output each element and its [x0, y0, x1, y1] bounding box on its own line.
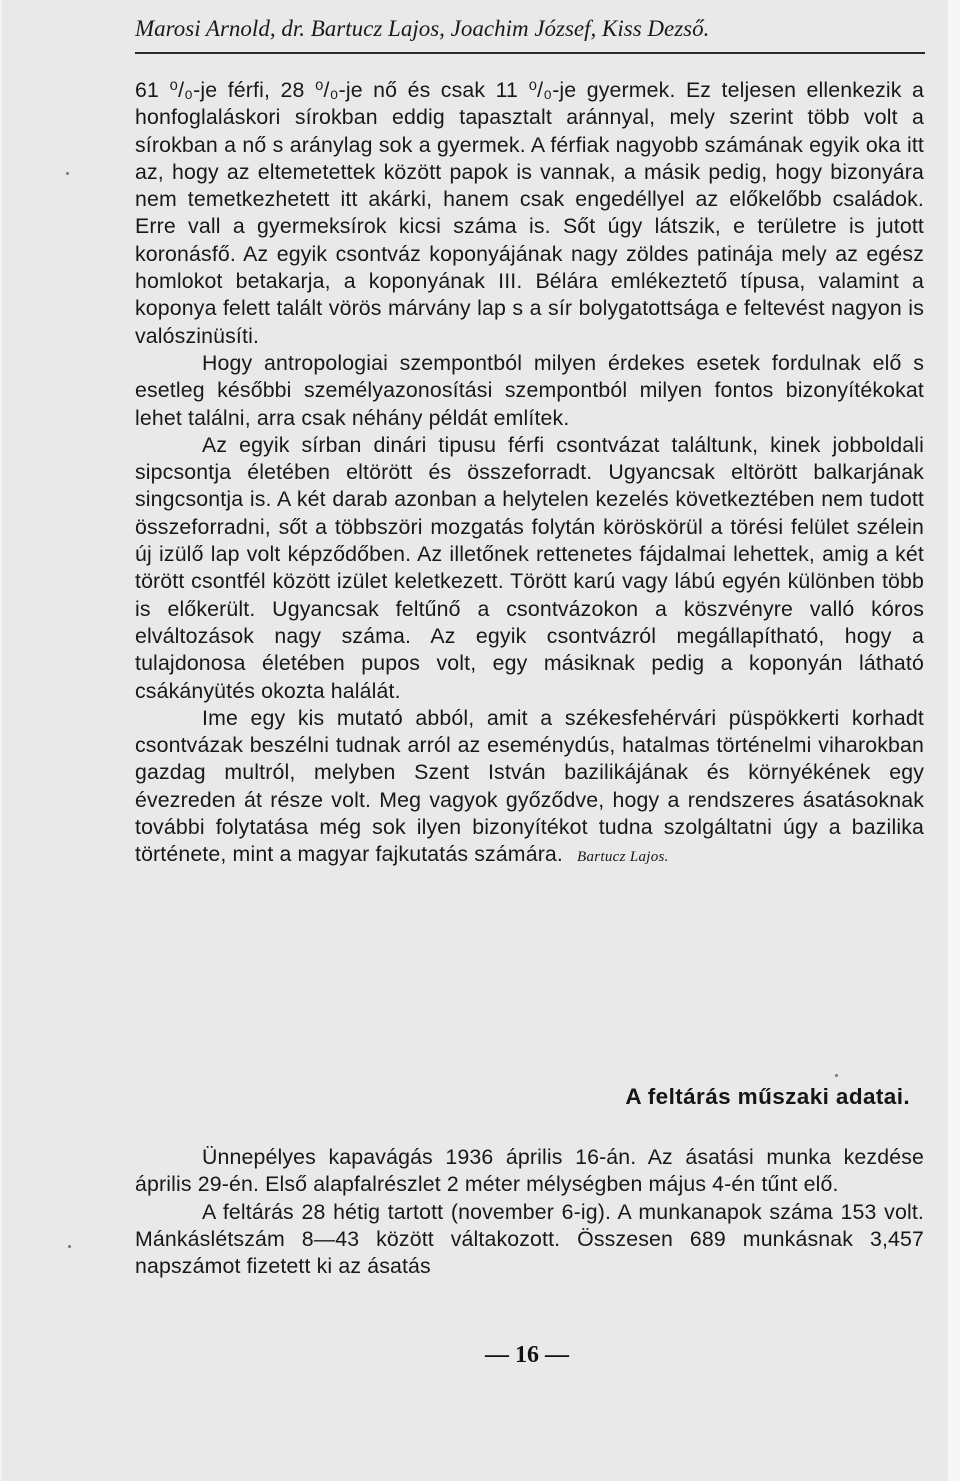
paragraph-conclusion-text: Ime egy kis mutató abból, amit a székesfehérvári püspökkerti korhadt csontvázak beszélni tudnak arról az eseménydús, hatalmas történelmi viharokban gazdag multról, melyben Szent István bazilikájának és környékének egy évezreden át része volt. Meg vagyok győződve, hogy a rendszeres ásatásoknak további folytatása még sok ilyen bizonyítékot tudna szolgáltatni úgy a bazilika története, mint a magyar fajkutatás számára. [135, 705, 924, 867]
paragraph-excavation-start: Ünnepélyes kapavágás 1936 április 16-án. Az ásatási munka kezdése április 29-én. Első alapfalrészlet 2 méter mélységben május 4-én tűnt elő. [135, 1145, 924, 1197]
scan-speck [66, 172, 69, 175]
scan-speck [68, 1245, 71, 1248]
running-head: Marosi Arnold, dr. Bartucz Lajos, Joachim József, Kiss Dezső. [135, 16, 710, 41]
paragraph-conclusion [135, 705, 924, 872]
technical-text [135, 1144, 924, 1280]
body-text [135, 77, 924, 872]
section-title: A feltárás műszaki adatai. [625, 1084, 910, 1109]
paragraph-anthropology: Hogy antropologiai szempontból milyen érdekes esetek fordulnak elő s esetleg későbbi személyazonosítási szempontból milyen fontos bizonyítékokat lehet találni, arra csak néhány példát említek. [135, 350, 924, 430]
paragraph-excavation-duration: A feltárás 28 hétig tartott (november 6-ig). A munkanapok száma 153 volt. Mánkáslétszám 8—43 között váltakozott. Összesen 689 munkásnak 3,457 napszámot fizetett ki az ásatás [135, 1199, 924, 1279]
header-rule [135, 52, 925, 54]
paragraph-statistics: 61 ⁰/₀-je férfi, 28 ⁰/₀-je nő és csak 11 ⁰/₀-je gyermek. Ez teljesen ellenkezik a honfoglaláskori sírokban eddig tapasztalt aránnyal, mely szerint több volt a sírokban a nő s aránylag sok a gyermek. A férfiak nagyobb számának egyik oka itt az, hogy az eltemetettek között papok is vannak, a másik pedig, hogy bizonyára nem temetkezhetett itt akárki, hanem csak engedéllyel az előkelőbb családok. Erre vall a gyermeksírok kicsi száma is. Sőt úgy látszik, e területre is jutott koronásfő. Az egyik csontváz koponyájának nagy zöldes patinája mely az egész homlokot betakarja, a koponyának III. Bélára emlékeztető típusa, valamint a koponya felett talált vörös márvány lap s a sír bolygatottsága e feltevést nagyon is valószinüsíti. [135, 78, 924, 348]
author-signature: Bartucz Lajos. [577, 849, 669, 866]
scan-speck [835, 1074, 838, 1077]
page-number: — 16 — [485, 1342, 569, 1368]
paragraph-fracture-case: Az egyik sírban dinári tipusu férfi csontvázat találtunk, kinek jobboldali sipcsontja életében eltörött és összeforradt. Ugyancsak eltörött balkarjának singcsontja is. A két darab azonban a helytelen kezelés következtében nem tudott összeforradni, sőt a többszöri mozgatás folytán köröskörül a törési felület szélein új izülő lap volt képződőben. Az illetőnek rettenetes fájdalmai lehettek, amig a két törött csontfél között izület keletkezett. Törött karú vagy lábú egyén különben több is előkerült. Ugyancsak feltűnő a csontvázokon a köszvényre valló kóros elváltozások nagy száma. Az egyik csontvázról megállapítható, hogy a tulajdonosa életében pupos volt, egy másiknak pedig a koponyán látható csákányütés okozta halálát. [135, 432, 924, 703]
